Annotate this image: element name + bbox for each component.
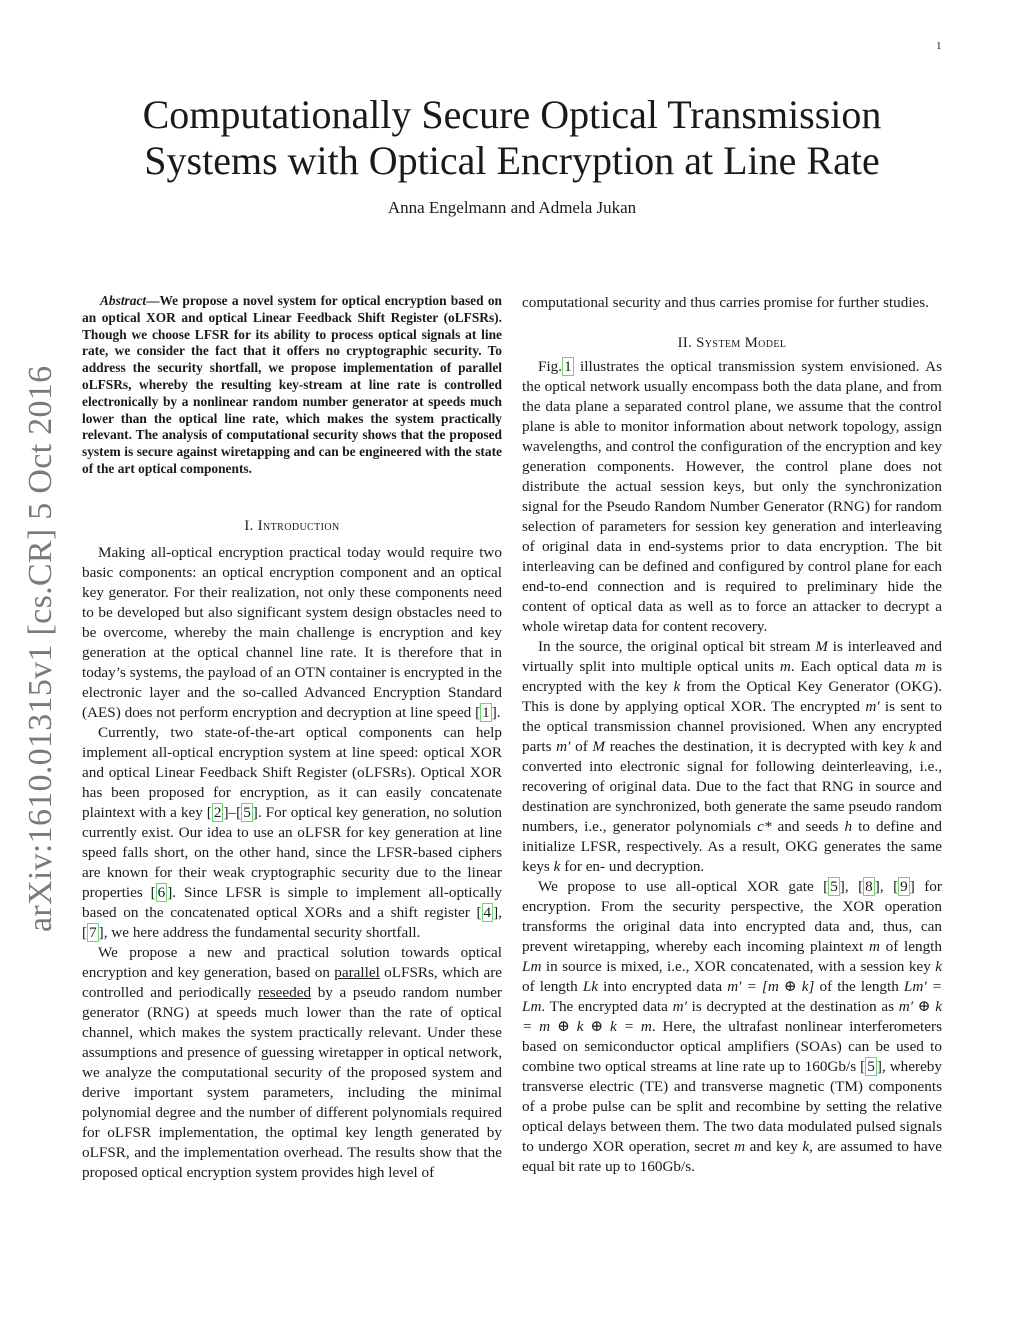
arxiv-stamp: arXiv:1610.01315v1 [cs.CR] 5 Oct 2016 xyxy=(22,365,59,932)
citation-link[interactable]: 8 xyxy=(865,878,873,895)
citation-link[interactable]: 5 xyxy=(867,1058,875,1075)
citation-link[interactable]: 6 xyxy=(157,883,166,901)
section-heading-system-model xyxy=(522,333,942,353)
emphasis-reseeded: reseeded xyxy=(257,983,312,1001)
citation-link[interactable]: 4 xyxy=(483,903,492,921)
section-title: System Model xyxy=(696,335,787,351)
citation-link[interactable]: 5 xyxy=(243,803,251,821)
intro-paragraph-2: Currently, two state-of-the-art optical components can help implement all-optical encryption system at line speed: optical XOR and optical Linear Feedback Shift Register (oLFSRs). Optical XOR has been proposed for encryption, as it can easily concatenate plaintext with a key [ 2 ]–[ 5 ]. For optical key generation, no solution currently exist. Our idea to use an oLFSR for key generation at line speed falls short, on the other hand, since the LFSR-based ciphers are known for their weak cryptographic security due to the linear properties [ 6 ]. Since LFSR is simple to implement all-optically based on the concatenated optical XORs and a shift register [ 4 ], [ 7 ], we here address the fundamental security shortfall. xyxy=(82,723,503,941)
page-number: 1 xyxy=(936,40,942,52)
abstract-text: We propose a novel system for optical encryption based on an optical XOR and optical Linear Feedback Shift Register (oLFSRs). Though we choose LFSR for its ability to process optical signals at line rate, we consider the fact that it offers no cryptographic security. To address the security shortfall, we propose implementation of parallel oLFSRs, whereby the resulting key-stream at line rate is controlled electronically by a nonlinear random number generator at speeds much lower than the optical line rate, which makes the system practically relevant. The analysis of computational security shows that the proposed system is secure against wiretapping and can be engineered with the state of the art optical components. xyxy=(82,293,502,476)
abstract xyxy=(82,293,502,478)
equation: m′ = [m ⊕ k] xyxy=(727,978,815,995)
citation-link[interactable]: 1 xyxy=(482,703,490,721)
citation-link[interactable]: 7 xyxy=(89,923,97,941)
equation: m′ ⊕ k = m ⊕ k ⊕ k = m xyxy=(522,998,942,1035)
equation: Lm′ = Lm xyxy=(522,978,943,1015)
citation-link[interactable]: 9 xyxy=(900,878,908,895)
intro-paragraph-3-continued: computational security and thus carries promise for further studies. xyxy=(522,294,929,311)
citation-link[interactable]: 5 xyxy=(830,878,838,895)
section-heading-introduction xyxy=(82,516,502,536)
emphasis-parallel: parallel xyxy=(334,963,380,981)
abstract-label: Abstract xyxy=(100,293,147,308)
figure-link[interactable]: 1 xyxy=(564,358,572,375)
authors: Anna Engelmann and Admela Jukan xyxy=(387,198,637,217)
right-column xyxy=(522,293,942,1177)
intro-paragraph-3: We propose a new and practical solution towards optical encryption and key generation, based on parallel oLFSRs, which are controlled and periodically reseeded by a pseudo random number generator (RNG) at speeds much lower than the rate of optical channel, which makes the system practically relevant. Under these assumptions and presence of guessing wiretapper in optical network, we analyze the computational security of the proposed system and derive important system parameters, including the minimal polynomial degree and the number of different polynomials required for oLFSR implementation, the optimal key length generated by oLFSR, and the implementation overhead. The results show that the proposed optical encryption system provides high level of xyxy=(82,943,502,1181)
abstract-dash: — xyxy=(146,293,160,308)
section-number: II. xyxy=(677,335,693,351)
citation-link[interactable]: 2 xyxy=(213,803,222,821)
section-number: I. xyxy=(244,517,254,534)
intro-paragraph-1: Making all-optical encryption practical today would require two basic components: an optical encryption component and an optical key generator. For their realization, not only these components need to be developed but also significant system design obstacles need to be overcome, whereby the main challenge is encryption and key generation at the optical channel line rate. It is therefore that in today’s systems, the payload of an OTN container is encrypted in the electronic layer and the so-called Advanced Encryption Standard (AES) does not perform encryption and decryption at line speed [ 1 ]. xyxy=(82,543,502,721)
paper-title xyxy=(80,92,944,184)
title-line-1: Computationally Secure Optical Transmission xyxy=(142,92,882,137)
system-model-paragraph-1: Fig. 1 illustrates the optical transmission system envisioned. As the optical network usually encompass both the data plane, and from the data plane a separated control plane, we assume that the control plane is able to monitor information about network topology, assign wavelengths, and control the configuration of the encryption and key generation components. However, the control plane does not distribute the actual session keys, but only the synchronization signal for the Pseudo Random Number Generator (RNG) for random selection of parameters for session key generation and interleaving of original data in end-systems prior to data encryption. The bit interleaving can be defined and configured by control plane for each end-to-end connection and is required to preliminary hide the content of optical data as well as to force an attacker to decrypt a whole wiretap data for content recovery. xyxy=(522,358,942,635)
title-line-2: Systems with Optical Encryption at Line Rate xyxy=(144,138,880,183)
system-model-paragraph-2: In the source, the original optical bit stream M is interleaved and virtually split into multiple optical units m. Each optical data m is encrypted with the key k from the Optical Key Generator (OKG). This is done by applying optical XOR. The encrypted m′ is sent to the optical transmission channel provisioned. When any encrypted parts m′ of M reaches the destination, it is decrypted with key k and converted into electronic signal for following deinterleaving, i.e., recovering of original data. Due to the fact that RNG in source and destination are synchronized, both generate the same pseudo random numbers, i.e., generator polynomials c* and seeds h to define and initialize LFSR, respectively. As a result, OKG generates the same keys k for en- und decryption. xyxy=(522,638,943,875)
left-column xyxy=(82,293,502,1183)
section-title: Introduction xyxy=(257,517,340,534)
system-model-paragraph-3: We propose to use all-optical XOR gate [ 5 ], [ 8 ], [ 9 ] for encryption. From the security perspective, the XOR operation transforms the original data into encrypted data and, thus, can prevent wiretapping, whereby each incoming plaintext m of length Lm in source is mixed, i.e., XOR concatenated, with a session key k of length Lk into encrypted data m′ = [m ⊕ k] of the length Lm′ = Lm. The encrypted data m′ is decrypted at the destination as m′ ⊕ k = m ⊕ k ⊕ k = m. Here, the ultrafast nonlinear interferometers based on semiconductor optical amplifiers (SOAs) can be used to combine two optical streams at line rate up to 160Gb/s [ 5 ], whereby transverse electric (TE) and transverse magnetic (TM) components of a probe pulse can be split and recombine by setting the relative optical delays between them. The two data modulated pulsed signals to undergo XOR operation, secret m and key k, are assumed to have equal bit rate up to 160Gb/s. xyxy=(522,878,943,1175)
